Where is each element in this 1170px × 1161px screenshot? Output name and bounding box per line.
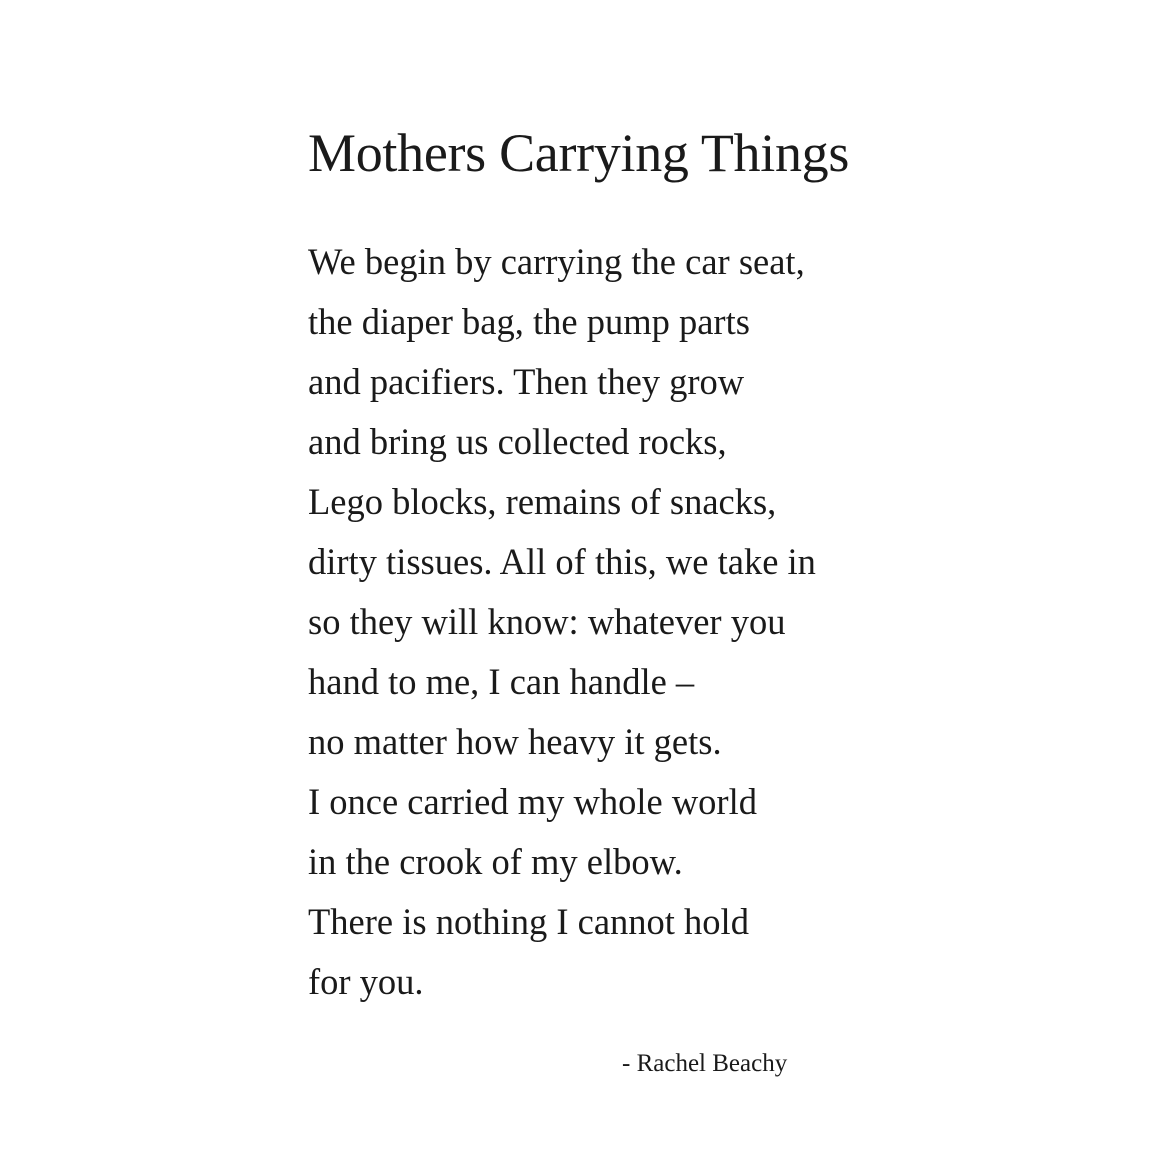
poem-line: for you. (308, 961, 424, 1002)
poem-body (308, 232, 816, 1012)
poem-author: - Rachel Beachy (622, 1050, 788, 1077)
poem-line: so they will know: whatever you (308, 601, 786, 642)
poem-line: hand to me, I can handle – (308, 661, 695, 702)
poem-title: Mothers Carrying Things (308, 123, 850, 183)
poem-line: We begin by carrying the car seat, (308, 241, 805, 282)
poem-line: dirty tissues. All of this, we take in (308, 541, 816, 582)
poem-line: I once carried my whole world (308, 781, 757, 822)
poem-line: no matter how heavy it gets. (308, 721, 722, 762)
poem-line: and bring us collected rocks, (308, 421, 727, 462)
poem-line: There is nothing I cannot hold (308, 901, 749, 942)
poem-line: the diaper bag, the pump parts (308, 301, 750, 342)
poem-line: and pacifiers. Then they grow (308, 361, 745, 402)
poem-line: Lego blocks, remains of snacks, (308, 481, 777, 522)
poem-line: in the crook of my elbow. (308, 841, 683, 882)
